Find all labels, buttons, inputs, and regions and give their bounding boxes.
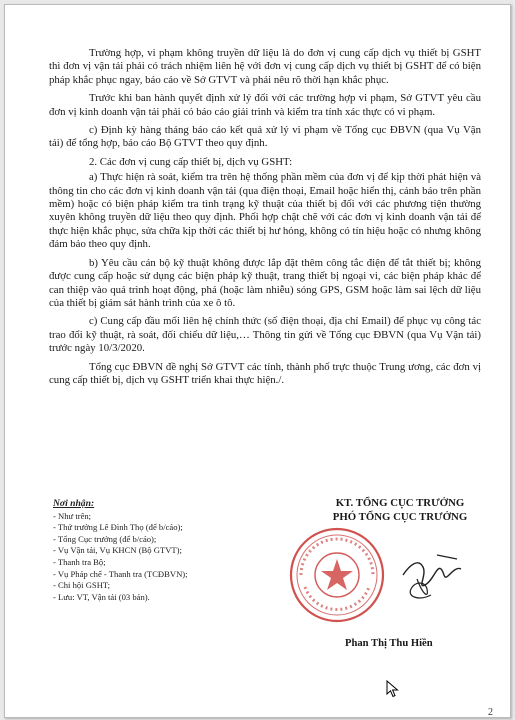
recipients-heading: Nơi nhận: (53, 498, 95, 509)
recipient-item: - Thanh tra Bộ; (53, 556, 106, 567)
recipient-item: - Thứ trưởng Lê Đình Thọ (để b/cáo); (53, 522, 183, 533)
document-page (4, 4, 511, 718)
recipient-item: - Tổng Cục trưởng (để b/cáo); (53, 533, 157, 544)
sign-title-line: PHÓ TỔNG CỤC TRƯỞNG (332, 511, 468, 523)
signature-block (305, 496, 495, 524)
paragraph-closing: Tổng cục ĐBVN đề nghị Sở GTVT các tỉnh, thành phố trực thuộc Trung ương, các đơn vị cung cấp thiết bị, dịch vụ GSHT triển khai thực hiện./. (49, 360, 481, 386)
recipient-item: - Chi hội GSHT; (53, 580, 111, 591)
section-heading-providers: 2. Các đơn vị cung cấp thiết bị, dịch vụ GSHT: (89, 155, 293, 168)
recipients-list (53, 498, 293, 603)
page-number: 2 (488, 707, 493, 718)
paragraph-gsht-violation: Trường hợp, vi phạm không truyền dữ liệu là do đơn vị cung cấp dịch vụ thiết bị GSHT thì đơn vị vận tải phải có trách nhiệm liên hệ với đơn vị cung cấp dịch vụ thiết bị GSHT để có biện pháp khắc phục ngay, báo cáo về Sở GTVT và phải nêu rõ thời hạn khắc phục. (49, 47, 481, 86)
paragraph-item-c: c) Cung cấp đầu mối liên hệ chính thức (số điện thoại, địa chỉ Email) để phục vụ công tác trao đổi kỹ thuật, rà soát, đối chiếu dữ liệu,… Thông tin gửi về Tổng cục ĐBVN (qua Vụ Vận tải) trước ngày 10/3/2020. (49, 315, 481, 355)
paragraph-item-a: a) Thực hiện rà soát, kiểm tra trên hệ thống phần mềm của đơn vị để kịp thời phát hiện và thông tin cho các đơn vị kinh doanh vận tải (qua điện thoại, Email hoặc hiển thị, cảnh báo trên phần mềm) hoặc có biện pháp kiểm tra tình trạng kỹ thuật của thiết bị đối với các phương tiện thường xuyên không truyền dữ liệu theo quy định. Phối hợp chặt chẽ với các đơn vị kinh doanh vận tải để thực hiện khắc phục, sửa chữa kịp thời các thiết bị hư hỏng, không có tín hiệu hoặc có nhưng không đảm bảo theo quy định. (49, 171, 481, 251)
recipient-item: - Lưu: VT, Vận tải (03 bản). (53, 591, 150, 602)
paragraph-monthly-report: c) Định kỳ hàng tháng báo cáo kết quả xử lý vi phạm về Tổng cục ĐBVN (qua Vụ Vận tải) để tổng hợp, báo cáo Bộ GTVT theo quy định. (49, 124, 481, 150)
recipient-item: - Như trên; (53, 510, 92, 521)
recipient-item: - Vụ Pháp chế - Thanh tra (TCĐBVN); (53, 568, 188, 579)
handwritten-signature-icon (397, 545, 467, 605)
recipient-item: - Vụ Vận tải, Vụ KHCN (Bộ GTVT); (53, 545, 182, 556)
paragraph-item-b: b) Yêu cầu cán bộ kỹ thuật không được lắp đặt thêm công tắc điện để tắt thiết bị; không được cung cấp hoặc sử dụng các biện pháp kỹ thuật, trang thiết bị ngoại vi, các biện pháp khác để can thiệp vào quá trình hoạt động, phá (hoặc làm nhiễu) sóng GPS, GSM hoặc làm sai lệch dữ liệu của thiết bị giám sát hành trình của xe ô tô. (49, 256, 481, 309)
paragraph-before-decision: Trước khi ban hành quyết định xử lý đối với các trường hợp vi phạm, Sở GTVT yêu cầu đơn vị kinh doanh vận tải phải có báo cáo giải trình và kiểm tra tính xác thực có vi phạm. (49, 92, 481, 118)
signer-name: Phan Thị Thu Hiền (345, 638, 433, 649)
mouse-cursor-icon (386, 680, 400, 698)
sign-authority-line: KT. TỔNG CỤC TRƯỞNG (335, 497, 465, 509)
document-body (49, 47, 481, 392)
official-seal-icon (287, 525, 387, 625)
